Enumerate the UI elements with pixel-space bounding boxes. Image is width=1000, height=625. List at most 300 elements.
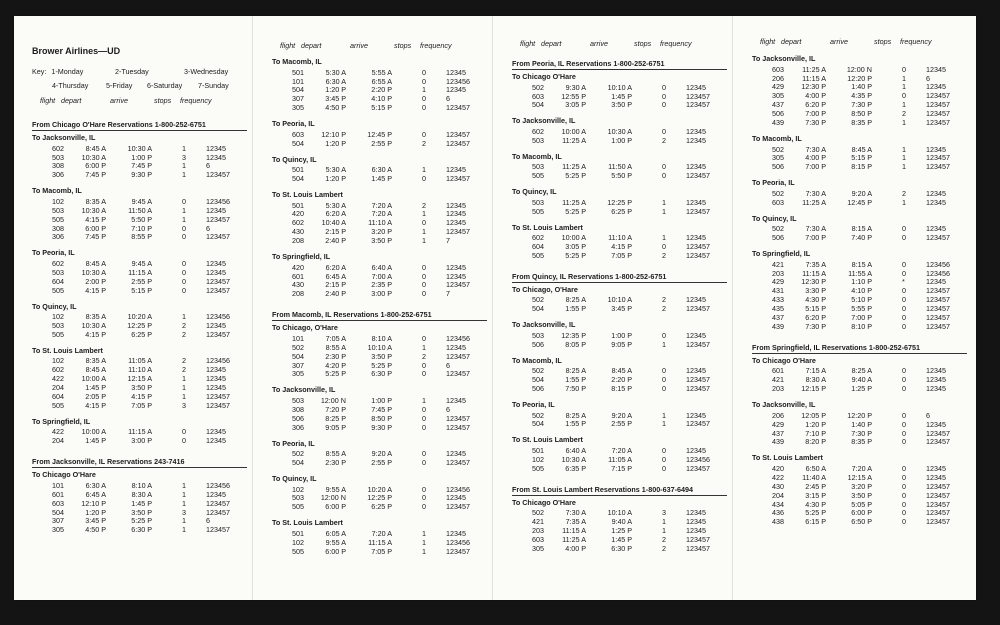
stops-count: 0 bbox=[422, 493, 426, 503]
arrive-time: 9:30 P bbox=[371, 422, 392, 432]
stops-count: 0 bbox=[422, 422, 426, 432]
flight-row bbox=[752, 109, 967, 118]
flight-number: 505 bbox=[52, 329, 64, 339]
flight-number: 305 bbox=[772, 153, 784, 163]
depart-time: 7:00 P bbox=[805, 109, 826, 119]
frequency-days: 123457 bbox=[206, 400, 230, 410]
frequency-days: 12345 bbox=[206, 365, 226, 375]
flight-row bbox=[752, 286, 967, 295]
frequency-days: 123457 bbox=[926, 481, 950, 491]
flight-number: 502 bbox=[532, 410, 544, 420]
destination-heading: To Quincy, IL bbox=[272, 154, 317, 164]
stops-count: 0 bbox=[662, 384, 666, 393]
flight-number: 429 bbox=[772, 82, 784, 92]
frequency-days: 123457 bbox=[926, 162, 950, 172]
arrive-time: 3:50 P bbox=[371, 351, 392, 361]
flight-number: 503 bbox=[292, 395, 304, 405]
frequency-days: 123457 bbox=[446, 129, 470, 139]
flight-number: 504 bbox=[52, 507, 64, 517]
frequency-days: 123457 bbox=[926, 428, 950, 438]
flight-row bbox=[272, 139, 487, 148]
frequency-days: 12345 bbox=[446, 165, 466, 175]
depart-time: 2:15 P bbox=[325, 227, 346, 237]
stops-count: 0 bbox=[662, 366, 666, 376]
arrive-time: 8:50 P bbox=[371, 413, 392, 423]
flight-row bbox=[272, 263, 487, 272]
destination-heading: To Macomb, IL bbox=[512, 355, 562, 365]
frequency-days: 12345 bbox=[446, 493, 466, 503]
flight-number: 430 bbox=[292, 280, 304, 290]
flight-number: 602 bbox=[292, 218, 304, 228]
stops-count: 2 bbox=[422, 351, 426, 361]
flight-number: 603 bbox=[532, 91, 544, 101]
frequency-days: 123456 bbox=[926, 259, 950, 269]
flight-number: 602 bbox=[52, 258, 64, 268]
key-row bbox=[32, 67, 83, 76]
depart-time: 1:20 P bbox=[325, 174, 346, 183]
flight-number: 203 bbox=[532, 526, 544, 535]
depart-time: 7:30 A bbox=[805, 188, 826, 198]
flight-row bbox=[32, 481, 247, 490]
flight-number: 429 bbox=[772, 419, 784, 429]
flight-row bbox=[512, 207, 727, 216]
frequency-days: 123457 bbox=[206, 214, 230, 224]
flight-row bbox=[32, 401, 247, 410]
key-day: 2-Tuesday bbox=[115, 67, 149, 76]
arrive-time: 5:50 P bbox=[131, 214, 152, 224]
key-day: 7-Sunday bbox=[198, 81, 229, 90]
flight-number: 503 bbox=[52, 267, 64, 277]
column-header-depart: depart bbox=[781, 37, 802, 46]
arrive-time: 2:55 P bbox=[371, 458, 392, 467]
flight-number: 604 bbox=[52, 276, 64, 286]
flight-number: 430 bbox=[292, 227, 304, 237]
arrive-time: 11:50 A bbox=[128, 205, 152, 215]
flight-number: 504 bbox=[292, 351, 304, 361]
flight-number: 204 bbox=[52, 383, 64, 393]
flight-row bbox=[752, 304, 967, 313]
stops-count: * bbox=[902, 277, 905, 287]
flight-number: 502 bbox=[292, 449, 304, 459]
stops-count: 0 bbox=[182, 285, 186, 295]
column-header-frequency: frequency bbox=[900, 37, 932, 46]
depart-time: 4:15 P bbox=[85, 400, 106, 410]
arrive-time: 10:10 A bbox=[607, 508, 632, 518]
stops-count: 1 bbox=[662, 419, 666, 429]
depart-time: 8:05 P bbox=[565, 339, 586, 349]
section-header: From Quincy, IL Reservations 1-800-252-6751 bbox=[512, 271, 667, 281]
flight-row bbox=[512, 411, 727, 420]
flight-row bbox=[512, 508, 727, 517]
frequency-days: 12345 bbox=[206, 205, 226, 215]
depart-time: 4:50 P bbox=[85, 525, 106, 535]
flight-number: 603 bbox=[772, 64, 784, 74]
flight-number: 504 bbox=[532, 375, 544, 385]
flight-number: 308 bbox=[52, 223, 64, 233]
flight-number: 203 bbox=[772, 384, 784, 394]
arrive-time: 7:20 A bbox=[371, 200, 392, 210]
frequency-days: 12345 bbox=[686, 233, 706, 243]
frequency-days: 12345 bbox=[926, 472, 946, 482]
destination-heading: To Jacksonville, IL bbox=[512, 320, 576, 330]
arrive-time: 8:45 A bbox=[611, 366, 632, 376]
depart-time: 10:30 A bbox=[81, 321, 106, 330]
frequency-days: 123457 bbox=[446, 138, 470, 148]
flight-row bbox=[752, 295, 967, 304]
arrive-time: 10:30 A bbox=[127, 143, 152, 153]
flight-number: 506 bbox=[532, 339, 544, 349]
depart-time: 8:55 A bbox=[325, 449, 346, 459]
flight-row bbox=[512, 455, 727, 464]
stops-count: 2 bbox=[182, 329, 186, 339]
depart-time: 6:20 A bbox=[325, 262, 346, 272]
key-day: 4-Thursday bbox=[52, 81, 89, 90]
frequency-days: 123457 bbox=[686, 463, 710, 473]
depart-time: 10:30 A bbox=[81, 267, 106, 277]
stops-count: 3 bbox=[662, 508, 666, 518]
stops-count: 0 bbox=[902, 286, 906, 296]
flight-number: 502 bbox=[772, 144, 784, 154]
destination-heading: To Jacksonville, IL bbox=[272, 385, 336, 395]
frequency-days: 123457 bbox=[926, 109, 950, 119]
flight-row bbox=[512, 331, 727, 340]
depart-time: 4:20 P bbox=[325, 360, 346, 370]
depart-time: 4:50 P bbox=[325, 103, 346, 113]
key-day: 1-Monday bbox=[51, 67, 84, 76]
destination-heading: To Quincy, IL bbox=[512, 187, 557, 197]
column-header-stops: stops bbox=[394, 41, 412, 50]
frequency-days: 123457 bbox=[446, 546, 470, 556]
depart-time: 10:00 A bbox=[81, 427, 106, 437]
arrive-time: 7:30 P bbox=[851, 428, 872, 438]
stops-count: 1 bbox=[422, 165, 426, 175]
frequency-days: 123456 bbox=[206, 312, 230, 322]
frequency-days: 7 bbox=[446, 289, 450, 299]
frequency-days: 12345 bbox=[206, 489, 226, 499]
depart-time: 11:15 A bbox=[802, 73, 826, 83]
flight-number: 502 bbox=[532, 295, 544, 305]
frequency-days: 6 bbox=[926, 410, 930, 420]
flight-number: 102 bbox=[292, 537, 304, 547]
stops-count: 0 bbox=[422, 174, 426, 183]
section-header: From St. Louis Lambert Reservations 1-800-637-6494 bbox=[512, 484, 693, 494]
frequency-days: 12345 bbox=[686, 126, 706, 136]
arrive-time: 9:20 A bbox=[611, 410, 632, 420]
flight-row bbox=[272, 165, 487, 174]
frequency-days: 123457 bbox=[446, 422, 470, 432]
frequency-days: 123457 bbox=[926, 508, 950, 518]
flight-row bbox=[272, 343, 487, 352]
stops-count: 0 bbox=[902, 233, 906, 243]
frequency-days: 123456 bbox=[926, 268, 950, 278]
stops-count: 0 bbox=[902, 428, 906, 438]
flight-number: 307 bbox=[292, 360, 304, 370]
column-header-depart: depart bbox=[541, 39, 562, 48]
flight-row bbox=[512, 304, 727, 313]
stops-count: 0 bbox=[902, 384, 906, 394]
arrive-time: 2:55 P bbox=[371, 138, 392, 148]
stops-count: 0 bbox=[902, 481, 906, 491]
destination-heading: To Chicago O'Hare bbox=[752, 355, 816, 365]
flight-number: 504 bbox=[532, 419, 544, 429]
depart-time: 7:50 P bbox=[565, 384, 586, 393]
frequency-days: 123457 bbox=[926, 490, 950, 500]
flight-number: 503 bbox=[532, 162, 544, 172]
flight-row bbox=[272, 361, 487, 370]
arrive-time: 12:00 N bbox=[846, 64, 872, 74]
section-rule bbox=[32, 467, 247, 468]
arrive-time: 8:10 A bbox=[371, 333, 392, 343]
arrive-time: 1:45 P bbox=[611, 534, 632, 544]
frequency-days: 12345 bbox=[446, 271, 466, 281]
stops-count: 0 bbox=[902, 366, 906, 376]
stops-count: 0 bbox=[182, 258, 186, 268]
arrive-time: 5:25 P bbox=[131, 516, 152, 526]
flight-number: 307 bbox=[52, 516, 64, 526]
frequency-days: 123457 bbox=[686, 375, 710, 385]
flight-number: 308 bbox=[52, 161, 64, 171]
arrive-time: 9:45 A bbox=[131, 258, 152, 268]
frequency-days: 6 bbox=[446, 404, 450, 414]
flight-number: 431 bbox=[772, 286, 784, 296]
depart-time: 8:30 A bbox=[805, 375, 826, 385]
flight-row bbox=[272, 423, 487, 432]
depart-time: 3:05 P bbox=[565, 242, 586, 251]
frequency-days: 12345 bbox=[926, 144, 946, 154]
flight-row bbox=[272, 405, 487, 414]
flight-number: 502 bbox=[292, 342, 304, 352]
column-header-stops: stops bbox=[154, 96, 172, 105]
depart-time: 5:25 P bbox=[565, 206, 586, 216]
stops-count: 0 bbox=[662, 375, 666, 385]
stops-count: 1 bbox=[182, 498, 186, 508]
frequency-days: 6 bbox=[926, 73, 930, 83]
flight-number: 505 bbox=[292, 502, 304, 512]
flight-number: 305 bbox=[532, 543, 544, 553]
flight-row bbox=[512, 198, 727, 207]
flight-row bbox=[272, 77, 487, 86]
arrive-time: 12:45 P bbox=[847, 197, 872, 207]
flight-row bbox=[272, 529, 487, 538]
flight-row bbox=[272, 94, 487, 103]
depart-time: 1:20 P bbox=[805, 419, 826, 429]
depart-time: 7:20 P bbox=[325, 404, 346, 414]
arrive-time: 6:30 P bbox=[611, 543, 632, 553]
frequency-days: 12345 bbox=[926, 197, 946, 207]
arrive-time: 2:55 P bbox=[131, 276, 152, 286]
flight-number: 102 bbox=[52, 312, 64, 322]
flight-row bbox=[32, 206, 247, 215]
stops-count: 0 bbox=[422, 76, 426, 86]
arrive-time: 6:50 P bbox=[851, 517, 872, 527]
arrive-time: 6:30 A bbox=[371, 165, 392, 175]
destination-heading: To Jacksonville, IL bbox=[752, 54, 816, 63]
flight-number: 437 bbox=[772, 313, 784, 322]
key-day: 6-Saturday bbox=[147, 81, 183, 90]
stops-count: 1 bbox=[422, 85, 426, 95]
frequency-days: 6 bbox=[446, 360, 450, 370]
arrive-time: 1:00 P bbox=[611, 330, 632, 340]
depart-time: 1:45 P bbox=[85, 383, 106, 393]
stops-count: 1 bbox=[422, 236, 426, 246]
frequency-days: 12345 bbox=[686, 135, 706, 145]
arrive-time: 3:45 P bbox=[611, 304, 632, 314]
flight-row bbox=[512, 171, 727, 180]
depart-time: 12:55 P bbox=[561, 91, 586, 101]
flight-row bbox=[752, 65, 967, 74]
flight-number: 421 bbox=[772, 259, 784, 269]
flight-row bbox=[272, 538, 487, 547]
arrive-time: 10:10 A bbox=[607, 295, 632, 305]
flight-number: 505 bbox=[532, 250, 544, 260]
arrive-time: 12:20 P bbox=[847, 410, 872, 420]
depart-time: 5:25 P bbox=[325, 369, 346, 379]
depart-time: 7:15 A bbox=[805, 366, 826, 376]
flight-row bbox=[512, 162, 727, 171]
flight-number: 601 bbox=[52, 489, 64, 499]
depart-time: 1:20 P bbox=[325, 85, 346, 95]
depart-time: 12:05 P bbox=[801, 410, 826, 420]
depart-time: 12:10 P bbox=[321, 129, 346, 139]
flight-row bbox=[752, 517, 967, 526]
stops-count: 0 bbox=[902, 91, 906, 101]
frequency-days: 123456 bbox=[446, 333, 470, 343]
flight-number: 420 bbox=[292, 209, 304, 219]
depart-time: 6:50 A bbox=[805, 463, 826, 473]
frequency-days: 123457 bbox=[446, 413, 470, 423]
arrive-time: 2:20 P bbox=[611, 375, 632, 385]
frequency-days: 12345 bbox=[446, 449, 466, 459]
stops-count: 2 bbox=[662, 534, 666, 544]
key-label: Key: bbox=[32, 67, 47, 76]
flight-row bbox=[272, 272, 487, 281]
depart-time: 4:00 P bbox=[805, 91, 826, 101]
flight-row bbox=[272, 103, 487, 112]
column-header-flight: flight bbox=[520, 39, 536, 48]
flight-number: 102 bbox=[52, 356, 64, 366]
destination-heading: To St. Louis Lambert bbox=[752, 453, 823, 463]
depart-time: 4:00 P bbox=[565, 543, 586, 553]
stops-count: 0 bbox=[422, 129, 426, 139]
flight-number: 504 bbox=[532, 100, 544, 110]
stops-count: 1 bbox=[422, 395, 426, 405]
flight-number: 306 bbox=[52, 232, 64, 242]
flight-row bbox=[752, 411, 967, 420]
depart-time: 3:30 P bbox=[805, 286, 826, 296]
flight-number: 437 bbox=[772, 428, 784, 438]
flight-number: 603 bbox=[52, 498, 64, 508]
depart-time: 4:00 P bbox=[805, 153, 826, 163]
flight-number: 601 bbox=[292, 271, 304, 281]
frequency-days: 12345 bbox=[686, 526, 706, 535]
arrive-time: 8:45 A bbox=[851, 144, 872, 154]
depart-time: 8:35 A bbox=[85, 196, 106, 206]
arrive-time: 1:00 P bbox=[611, 135, 632, 145]
flight-number: 505 bbox=[52, 400, 64, 410]
arrive-time: 7:10 P bbox=[131, 223, 152, 233]
frequency-days: 123457 bbox=[926, 295, 950, 305]
stops-count: 0 bbox=[662, 171, 666, 181]
flight-row bbox=[752, 153, 967, 162]
stops-count: 0 bbox=[422, 280, 426, 290]
flight-row bbox=[752, 420, 967, 429]
section-rule bbox=[752, 353, 967, 354]
flight-row bbox=[272, 396, 487, 405]
frequency-days: 123457 bbox=[206, 285, 230, 295]
stops-count: 0 bbox=[662, 162, 666, 172]
arrive-time: 12:25 P bbox=[127, 321, 152, 330]
destination-heading: To Macomb, IL bbox=[752, 133, 802, 143]
depart-time: 11:25 A bbox=[802, 197, 826, 207]
flight-row bbox=[752, 74, 967, 83]
frequency-days: 6 bbox=[206, 516, 210, 526]
flight-number: 504 bbox=[532, 304, 544, 314]
stops-count: 2 bbox=[662, 250, 666, 260]
stops-count: 0 bbox=[662, 242, 666, 251]
arrive-time: 5:10 P bbox=[851, 295, 872, 305]
stops-count: 0 bbox=[902, 295, 906, 305]
flight-row bbox=[752, 384, 967, 393]
flight-row bbox=[752, 277, 967, 286]
depart-time: 8:20 P bbox=[805, 437, 826, 447]
flight-row bbox=[32, 499, 247, 508]
depart-time: 4:30 P bbox=[805, 295, 826, 305]
stops-count: 1 bbox=[902, 144, 906, 154]
column-header-depart: depart bbox=[301, 41, 322, 50]
depart-time: 11:25 A bbox=[562, 162, 586, 172]
flight-number: 502 bbox=[532, 82, 544, 92]
flight-number: 506 bbox=[772, 109, 784, 119]
arrive-time: 7:20 A bbox=[371, 528, 392, 538]
flight-number: 604 bbox=[52, 392, 64, 401]
flight-row bbox=[752, 260, 967, 269]
frequency-days: 12345 bbox=[446, 67, 466, 77]
frequency-days: 123457 bbox=[686, 206, 710, 216]
stops-count: 1 bbox=[182, 205, 186, 215]
depart-time: 8:45 A bbox=[85, 258, 106, 268]
airline-title: Brower Airlines—UD bbox=[32, 46, 121, 56]
arrive-time: 3:50 P bbox=[611, 100, 632, 110]
depart-time: 8:25 P bbox=[325, 413, 346, 423]
arrive-time: 3:50 P bbox=[851, 490, 872, 500]
depart-time: 3:15 P bbox=[805, 490, 826, 500]
destination-heading: To Peoria, IL bbox=[752, 178, 795, 188]
frequency-days: 123456 bbox=[446, 76, 470, 86]
flight-row bbox=[32, 490, 247, 499]
depart-time: 3:45 P bbox=[325, 94, 346, 104]
section-rule bbox=[32, 130, 247, 131]
depart-time: 11:25 A bbox=[562, 135, 586, 145]
stops-count: 1 bbox=[182, 170, 186, 180]
frequency-days: 123456 bbox=[446, 537, 470, 547]
arrive-time: 9:20 A bbox=[371, 449, 392, 459]
depart-time: 6:45 A bbox=[325, 271, 346, 281]
depart-time: 8:45 A bbox=[85, 143, 106, 153]
flight-number: 503 bbox=[292, 493, 304, 503]
flight-row bbox=[272, 458, 487, 467]
arrive-time: 7:05 P bbox=[371, 546, 392, 556]
destination-heading: To Quincy, IL bbox=[272, 473, 317, 483]
flight-number: 208 bbox=[292, 289, 304, 299]
arrive-time: 9:45 A bbox=[131, 196, 152, 206]
frequency-days: 12345 bbox=[446, 528, 466, 538]
flight-row bbox=[32, 153, 247, 162]
column-header-stops: stops bbox=[874, 37, 892, 46]
column-header-stops: stops bbox=[634, 39, 652, 48]
frequency-days: 123457 bbox=[446, 103, 470, 113]
arrive-time: 4:10 P bbox=[371, 94, 392, 104]
flight-number: 422 bbox=[52, 427, 64, 437]
